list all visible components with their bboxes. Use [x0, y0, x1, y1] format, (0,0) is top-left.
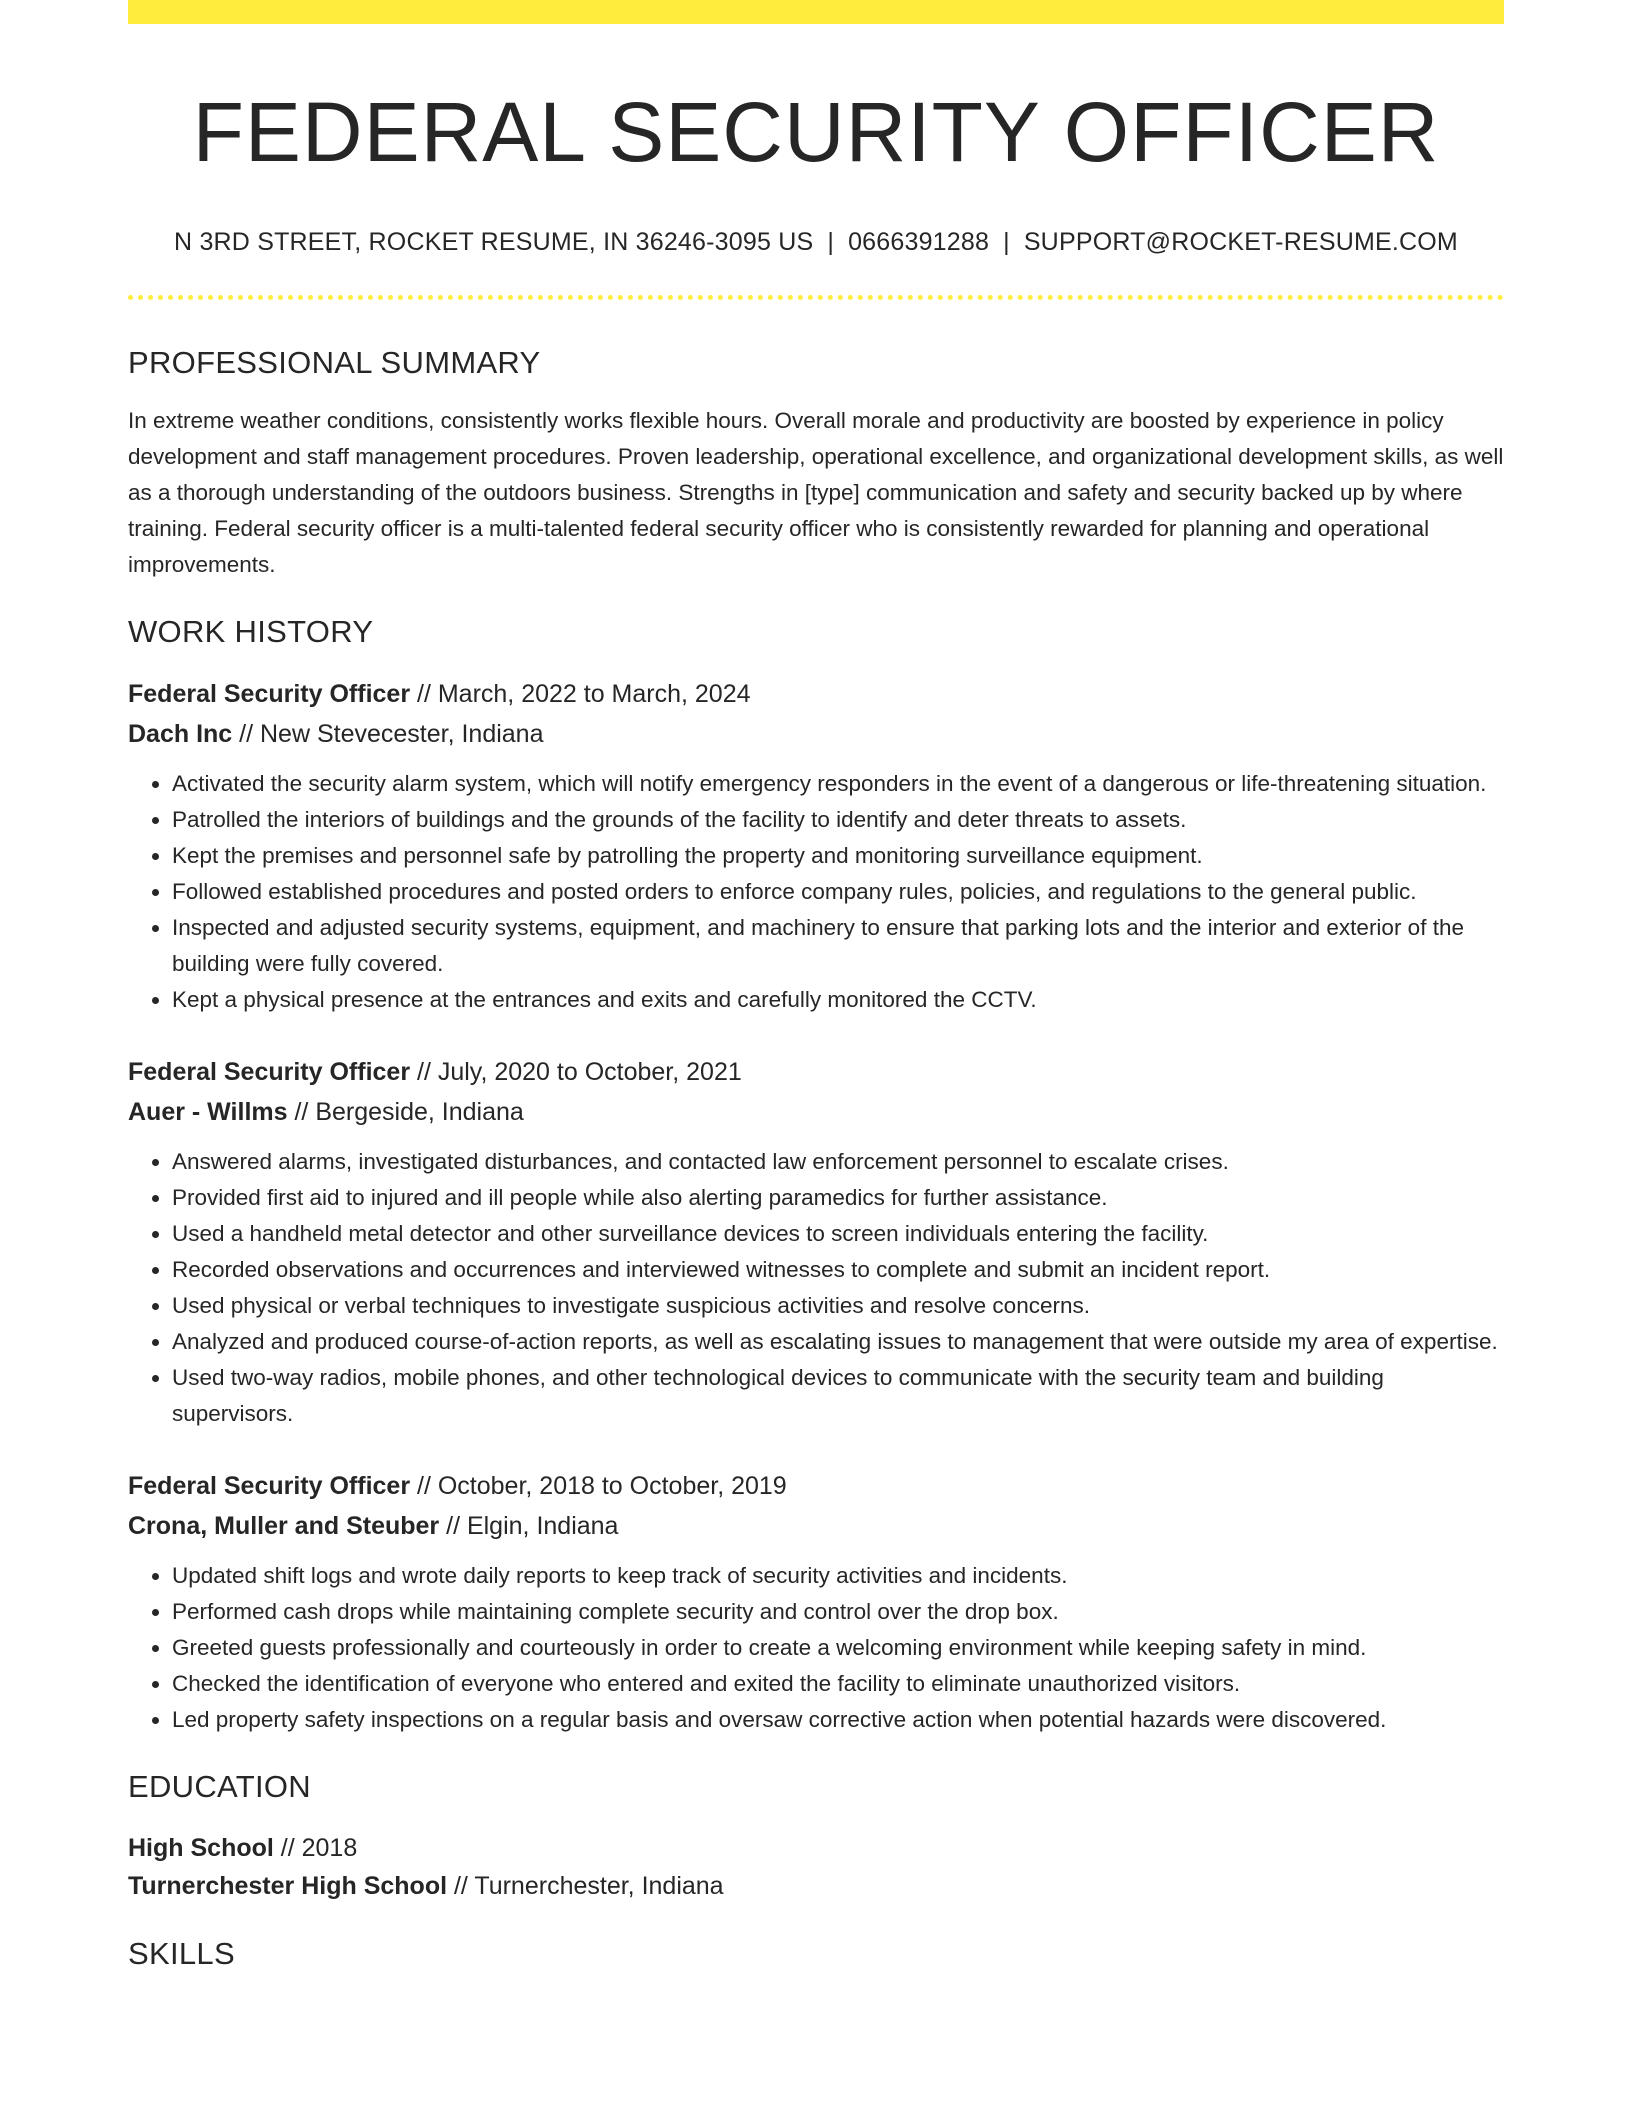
- list-item: • Inspected and adjusted security systems, equipment, and machinery to ensure that parking lots and the interior and exterior of the building were fully covered.: [172, 910, 1504, 982]
- section-title-summary: PROFESSIONAL SUMMARY: [128, 344, 541, 380]
- contact-line: [128, 227, 1504, 257]
- education-location: // Turnerchester, Indiana: [447, 1872, 724, 1901]
- contact-separator: |: [1003, 227, 1010, 256]
- job-role: Federal Security Officer: [128, 1472, 411, 1501]
- list-item: • Used physical or verbal techniques to investigate suspicious activities and resolve concerns.: [172, 1288, 1504, 1324]
- list-item: • Checked the identification of everyone who entered and exited the facility to eliminate unauthorized visitors.: [172, 1666, 1504, 1702]
- job-company: Crona, Muller and Steuber: [128, 1512, 440, 1541]
- job-role: Federal Security Officer: [128, 1058, 411, 1087]
- list-item: • Patrolled the interiors of buildings and the grounds of the facility to identify and deter threats to assets.: [172, 802, 1504, 838]
- list-item: • Greeted guests professionally and courteously in order to create a welcoming environment while keeping safety in mind.: [172, 1630, 1504, 1666]
- job-company: Dach Inc: [128, 720, 233, 749]
- education-degree: High School: [128, 1834, 274, 1863]
- job-title-line: [128, 1052, 1504, 1092]
- list-item: • Kept a physical presence at the entrances and exits and carefully monitored the CCTV.: [172, 982, 1504, 1018]
- list-item: • Answered alarms, investigated disturbances, and contacted law enforcement personnel to escalate crises.: [172, 1144, 1504, 1180]
- section-title-education: EDUCATION: [128, 1769, 311, 1805]
- job-bullets: [128, 1144, 1504, 1432]
- job-role: Federal Security Officer: [128, 680, 411, 709]
- contact-email: SUPPORT@ROCKET-RESUME.COM: [1023, 227, 1458, 256]
- list-item: • Used a handheld metal detector and other surveillance devices to screen individuals entering the facility.: [172, 1216, 1504, 1252]
- dotted-divider: [128, 295, 1504, 300]
- list-item: • Updated shift logs and wrote daily reports to keep track of security activities and incidents.: [172, 1558, 1504, 1594]
- job-entry: [128, 1466, 1504, 1738]
- resume-page: [128, 0, 1504, 1973]
- summary-text: In extreme weather conditions, consistently works flexible hours. Overall morale and productivity are boosted by experience in policy development and staff management procedures. Proven leadership, operational excellence, and organizational development skills, as well as a thorough understanding of the outdoors business. Strengths in [type] communication and safety and security backed up by where training. Federal security officer is a multi-talented federal security officer who is consistently rewarded for planning and operational improvements.: [128, 407, 1504, 577]
- education-degree-line: [128, 1829, 1504, 1867]
- job-entry: [128, 674, 1504, 1018]
- section-title-work-history: WORK HISTORY: [128, 613, 374, 649]
- job-company-line: [128, 714, 1504, 754]
- list-item: • Activated the security alarm system, which will notify emergency responders in the event of a dangerous or life-threatening situation.: [172, 766, 1504, 802]
- job-bullets: [128, 766, 1504, 1018]
- job-dates: // October, 2018 to October, 2019: [410, 1472, 787, 1501]
- accent-bar: [128, 0, 1504, 24]
- job-title-line: [128, 674, 1504, 714]
- contact-address: N 3RD STREET, ROCKET RESUME, IN 36246-3095 US: [174, 227, 814, 256]
- list-item: • Led property safety inspections on a regular basis and oversaw corrective action when potential hazards were discovered.: [172, 1702, 1504, 1738]
- job-entry: [128, 1052, 1504, 1432]
- job-title-line: [128, 1466, 1504, 1506]
- section-title-skills: SKILLS: [128, 1936, 235, 1972]
- job-dates: // July, 2020 to October, 2021: [410, 1058, 742, 1087]
- job-company-line: [128, 1506, 1504, 1546]
- job-location: // New Stevecester, Indiana: [232, 720, 544, 749]
- education-school-line: [128, 1867, 1504, 1905]
- job-location: // Elgin, Indiana: [439, 1512, 619, 1541]
- job-company: Auer - Willms: [128, 1098, 288, 1127]
- education-entry: [128, 1829, 1504, 1905]
- resume-name: FEDERAL SECURITY OFFICER: [192, 85, 1440, 179]
- contact-phone: 0666391288: [848, 227, 990, 256]
- list-item: • Kept the premises and personnel safe by patrolling the property and monitoring surveillance equipment.: [172, 838, 1504, 874]
- education-year: // 2018: [273, 1834, 358, 1863]
- job-company-line: [128, 1092, 1504, 1132]
- list-item: • Followed established procedures and posted orders to enforce company rules, policies, and regulations to the general public.: [172, 874, 1504, 910]
- contact-separator: |: [827, 227, 835, 256]
- list-item: • Performed cash drops while maintaining complete security and control over the drop box.: [172, 1594, 1504, 1630]
- education-school: Turnerchester High School: [128, 1872, 448, 1901]
- list-item: • Analyzed and produced course-of-action reports, as well as escalating issues to management that were outside my area of expertise.: [172, 1324, 1504, 1360]
- list-item: • Provided first aid to injured and ill people while also alerting paramedics for further assistance.: [172, 1180, 1504, 1216]
- list-item: • Recorded observations and occurrences and interviewed witnesses to complete and submit an incident report.: [172, 1252, 1504, 1288]
- job-location: // Bergeside, Indiana: [287, 1098, 524, 1127]
- list-item: • Used two-way radios, mobile phones, and other technological devices to communicate with the security team and building supervisors.: [172, 1360, 1504, 1432]
- job-dates: // March, 2022 to March, 2024: [410, 680, 751, 709]
- job-bullets: [128, 1558, 1504, 1738]
